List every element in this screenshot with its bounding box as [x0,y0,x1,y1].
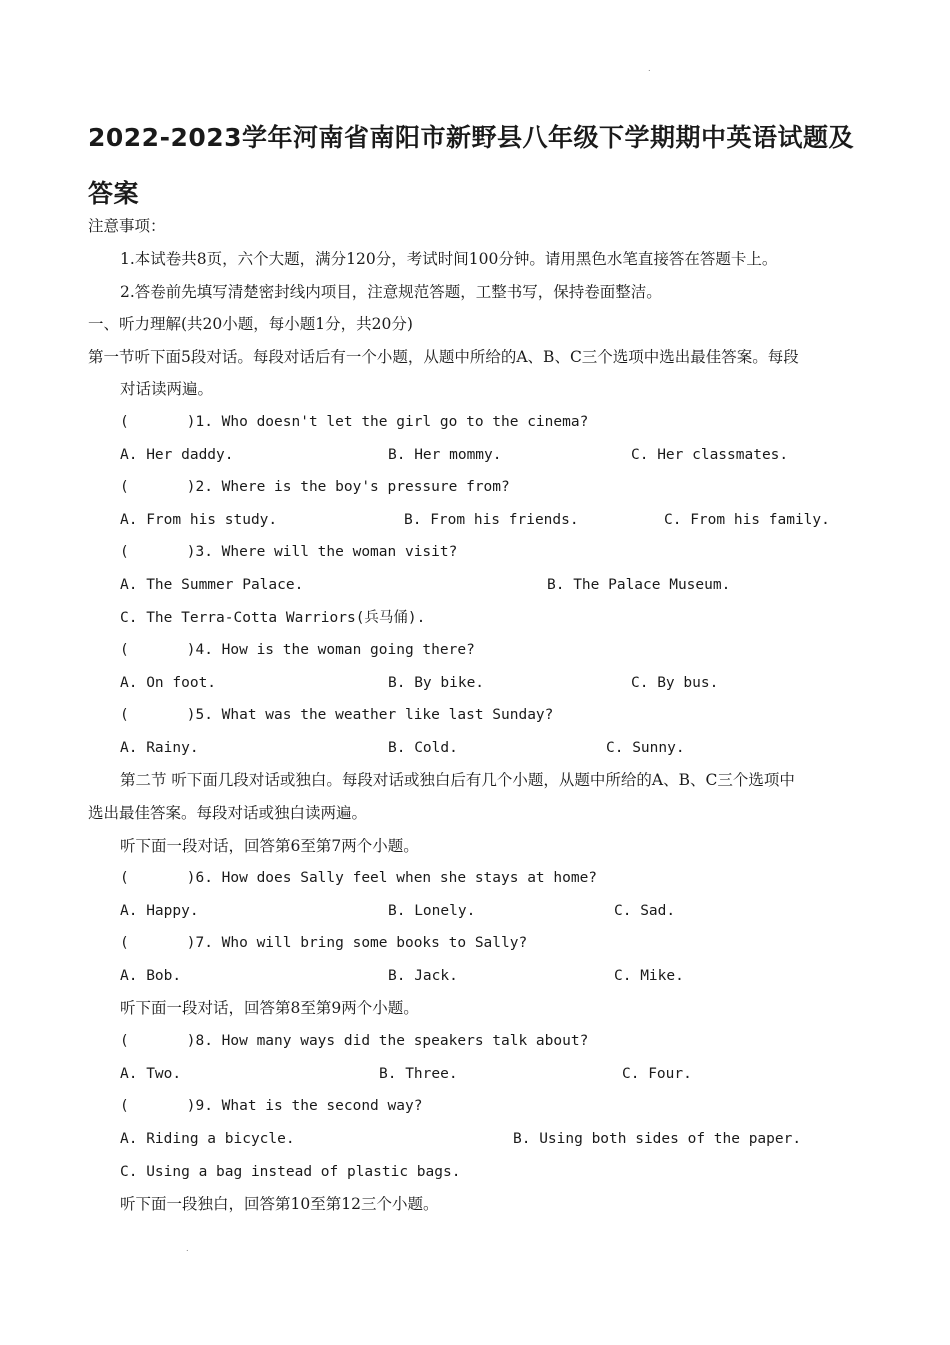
option-b: B. By bike. [388,675,485,691]
page-dot-mark: . [186,1244,189,1253]
option-c: C. Sunny. [606,740,685,756]
option-c-line [120,1162,460,1182]
listening-instruction-8-9: 听下面一段对话，回答第8至第9两个小题。 [120,999,419,1017]
notice-heading: 注意事项： [88,217,166,235]
page-dot-mark: . [648,64,651,73]
question-stem: )1. Who doesn't let the girl go to the cinema? [186,414,589,430]
listening-instruction-6-7: 听下面一段对话，回答第6至第7两个小题。 [120,837,419,855]
question-7 [120,933,527,953]
notice-item-1: 1.本试卷共8页，六个大题，满分120分，考试时间100分钟。请用黑色水笔直接答在答题卡上。 [120,250,778,268]
question-3 [120,542,457,562]
option-c: C. By bus. [631,675,719,691]
document-title: 2022-2023学年河南省南阳市新野县八年级下学期期中英语试题及答案 [88,123,855,208]
question-4 [120,640,475,660]
option-b: B. Jack. [388,968,458,984]
option-b: B. Cold. [388,740,458,756]
option-c: C. From his family. [664,512,830,528]
part1-instructions: 第一节听下面5段对话。每段对话后有一个小题，从题中所给的A、B、C三个选项中选出最佳答案。每段 [88,348,799,366]
option-c: C. Her classmates. [631,447,789,463]
answer-blank-paren: ( [120,1033,129,1049]
question-9 [120,1096,422,1116]
option-b: B. The Palace Museum. [547,577,731,593]
question-2 [120,477,510,497]
option-a: A. Riding a bicycle. [120,1131,295,1147]
option-b: B. Three. [379,1066,458,1082]
option-b: B. Lonely. [388,903,476,919]
question-stem: )7. Who will bring some books to Sally? [186,935,528,951]
option-a: A. Her daddy. [120,447,234,463]
question-stem: )5. What was the weather like last Sunday? [186,707,554,723]
question-stem: )4. How is the woman going there? [186,642,475,658]
listening-instruction-10-12: 听下面一段独白，回答第10至第12三个小题。 [120,1195,439,1213]
question-stem: )6. How does Sally feel when she stays at home? [186,870,598,886]
option-c: C. Four. [622,1066,692,1082]
part1-instructions-cont: 对话读两遍。 [120,380,214,398]
answer-blank-paren: ( [120,479,129,495]
question-1 [120,412,588,432]
question-stem: )2. Where is the boy's pressure from? [186,479,510,495]
option-a: A. Two. [120,1066,182,1082]
question-stem: )3. Where will the woman visit? [186,544,458,560]
question-stem: )9. What is the second way? [186,1098,423,1114]
answer-blank-paren: ( [120,414,129,430]
question-8 [120,1031,588,1051]
answer-blank-paren: ( [120,1098,129,1114]
answer-blank-paren: ( [120,642,129,658]
option-a: A. Happy. [120,903,199,919]
option-c: C. Using a bag instead of plastic bags. [120,1164,461,1180]
option-b: B. From his friends. [404,512,579,528]
answer-blank-paren: ( [120,935,129,951]
option-a: A. On foot. [120,675,217,691]
section-heading-listening: 一、听力理解(共20小题，每小题1分，共20分) [88,315,413,333]
option-c: C. The Terra-Cotta Warriors(兵马俑). [120,610,426,626]
option-b: B. Her mommy. [388,447,502,463]
part2-instructions: 第二节 听下面几段对话或独白。每段对话或独白后有几个小题，从题中所给的A、B、C三个选项中 [120,771,795,789]
answer-blank-paren: ( [120,870,129,886]
notice-item-2: 2.答卷前先填写清楚密封线内项目，注意规范答题，工整书写，保持卷面整洁。 [120,283,662,301]
question-5 [120,705,553,725]
answer-blank-paren: ( [120,707,129,723]
option-a: A. Rainy. [120,740,199,756]
part2-instructions-cont: 选出最佳答案。每段对话或独白读两遍。 [88,804,368,822]
option-a: A. From his study. [120,512,278,528]
option-b: B. Using both sides of the paper. [513,1131,802,1147]
option-a: A. The Summer Palace. [120,577,304,593]
question-stem: )8. How many ways did the speakers talk about? [186,1033,589,1049]
option-c: C. Sad. [614,903,676,919]
option-c-line [120,608,425,628]
option-a: A. Bob. [120,968,182,984]
answer-blank-paren: ( [120,544,129,560]
option-c: C. Mike. [614,968,684,984]
question-6 [120,868,597,888]
